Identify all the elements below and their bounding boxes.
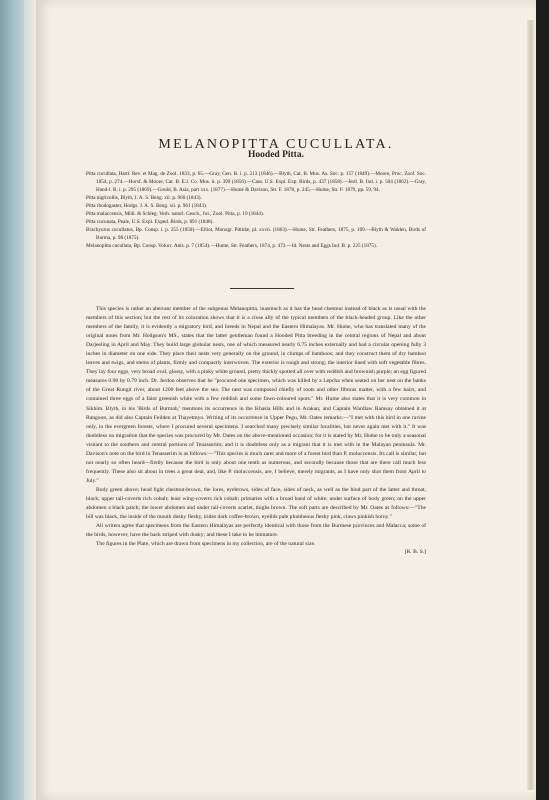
author-initials: [R. B. S.] bbox=[404, 549, 426, 556]
synonymy-entry: Melanopitta cucullata, Bp. Consp. Volucr. Anis. p. 7 (1854).—Hume, Str. Feathers, 1874, p. 473.—Id. Nests and Eggs Ind. B. p. 225 (1875). bbox=[86, 243, 378, 249]
synonymy-entry: Brachyurus cucullatus, Bp. Consp. i. p. 255 (1850).—Elliot, Monogr. Pittidæ, pl. xxvii. (1863).—Hume, Str. Feathers, 1875, p. 109.—Blyth & Walden, Birds of Burma, p. 98 (1875). bbox=[86, 227, 426, 241]
body-text bbox=[86, 305, 426, 555]
page-stack-edge bbox=[527, 20, 535, 790]
synonymy-list bbox=[86, 170, 426, 250]
synonymy-entry: Pitta nigricollis, Blyth, J. A. S. Beng. xii. p. 960 (1843). bbox=[86, 195, 202, 201]
paragraph: The figures in the Plate, which are drawn from specimens in my collection, are of the natural size. bbox=[96, 541, 316, 548]
synonymy-entry: Pitta malaccensis, Müll. & Schleg. Verh. naturl. Gesch., fol., Zool. Pitta, p. 19 (1844). bbox=[86, 211, 264, 217]
synonymy-entry: Pitta cucullata, Hartl. Rev. et Mag. de Zool. 1833, p. 65.—Gray, Gen. B. i. p. 213 (1846).—Blyth, Cat. B. Mus. As. Soc. p. 157 (1849).—Moore, Proc. Zool. Soc. 1854, p. 274.—Horsf. & Moore, Cat. B. E.I. Co. Mus. ii. p. 399 (1856).—Cass. U.S. Expl. Exp. Birds, p. 437 (1858).—Jerd. B. Ind. i. p. 504 (1862).—Gray, Hand-l. B. i. p. 295 (1869).—Gould, B. Asia, part xxx. (1877).—Hume & Davison, Str. F. 1878, p. 245.—Hume, Str. F. 1879, pp. 59, 94. bbox=[86, 171, 426, 193]
species-title: MELANOPITTA CUCULLATA. bbox=[158, 137, 394, 153]
paragraph: All writers agree that specimens from the Eastern Himalayas are perfectly identical with those from the Burmese provinces and Malacca; some of the birds, however, have the back striped with dusky; and these I take to be immature. bbox=[86, 523, 426, 539]
section-divider bbox=[230, 288, 294, 289]
common-name-subtitle: Hooded Pitta. bbox=[248, 150, 304, 160]
paragraph: Body green above; head light chestnut-brown, the lores, eyebrows, sides of face, sides of neck, as well as the hind part of the latter and throat, black; upper tail-coverts rich cobalt; least wing-coverts rich cobalt; primaries with a broad band of white; under surface of body green; on the upper abdomen a black patch; the lower abdomen and under tail-coverts scarlet, thighs brown. The soft parts are described by Mr. Oates as follows:—"The bill was black, the inside of the mouth dusky fleshy, irides dark coffee-brown, eyelids pale plumbeous fleshy pink, claws pinkish horny." bbox=[86, 486, 426, 521]
synonymy-entry: Pitta rhodogaster, Hodgs. J. A. S. Beng. xii. p. 961 (1843). bbox=[86, 203, 207, 209]
synonymy-entry: Pitta cucunata, Peale, U.S. Expl. Exped. Birds, p. 891 (1848). bbox=[86, 219, 214, 225]
paragraph: This species is rather an aberrant member of the subgenus Melanopitta, inasmuch as it has the head chestnut instead of black as is usual with the members of this section; but the rest of its coloration shows that it is a close ally of the typical members of the black-headed group. Like the other members of the family, it is evidently a migratory bird, and breeds in Nepal and the Eastern Himalayas. Mr. Hume, who has translated many of the original notes from Mr. Hodgson's MS., states that the latter gentleman found a Hooded Pitta breeding in the central regions of Nepal and about Darjeeling in April and May. They build large globular nests, one of which measured nearly 6.75 inches externally and had a circular opening fully 3 inches in diameter on one side. They place their nests very generally on the ground, in clumps of bamboos; and they construct them of dry bamboo leaves and twigs, and stems of plants, firmly and compactly interwoven. The exterior is rough and strong; the interior lined with soft vegetable fibres. They lay four eggs, very broad oval, glossy, with a pinky white ground, pretty thickly spotted all over with reddish and brownish purple; an egg figured measures 0.96 by 0.79 inch. Dr. Jerdon observes that he "procured one specimen, which was killed by a Lepcha when seated on her nest on the banks of the Great Rungit river, about 1200 feet above the sea. The nest was composed chiefly of roots and other fibrous matter, with a few hairs, and contained three eggs of a faint greenish white with a few reddish and some fawn-coloured spots." Mr. Hume also states that it is very common in Sikhim. Blyth, in his 'Birds of Burmah,' mentions its occurrence in the Khasia Hills and in Arakan; and Captain Wardlaw Ramsay obtained it at Rangoon, as did also Captain Feilden at Thayetmyo. Writing of its occurrence in Upper Pegu, Mr. Oates remarks:—"I met with this bird in one ravine only, in the evergreen forests, where I procured several specimens. I searched many precisely similar localities, but never again met with it." It was doubtless on migration that the species was procured by Mr. Oates on the above-mentioned occasion; for it is stated by Mr. Hume to be only a seasonal visitant to the southern and central portions of Tenasserim; and it is doubtless only as a migrant that it is met with in the Malayan peninsula. Mr. Davison's note on the bird in Tenasserim is as follows:—"This species is much rarer and more of a forest bird than P. moluccensis. Its call is similar, but not nearly so often heard—firstly because the bird is only about one tenth as numerous, and secondly because those that are there call much less frequently. These also sit about in trees a great deal, and, like P. moluccensis, are, I believe, merely migrants, as I have only shot them from April to July." bbox=[86, 306, 426, 484]
